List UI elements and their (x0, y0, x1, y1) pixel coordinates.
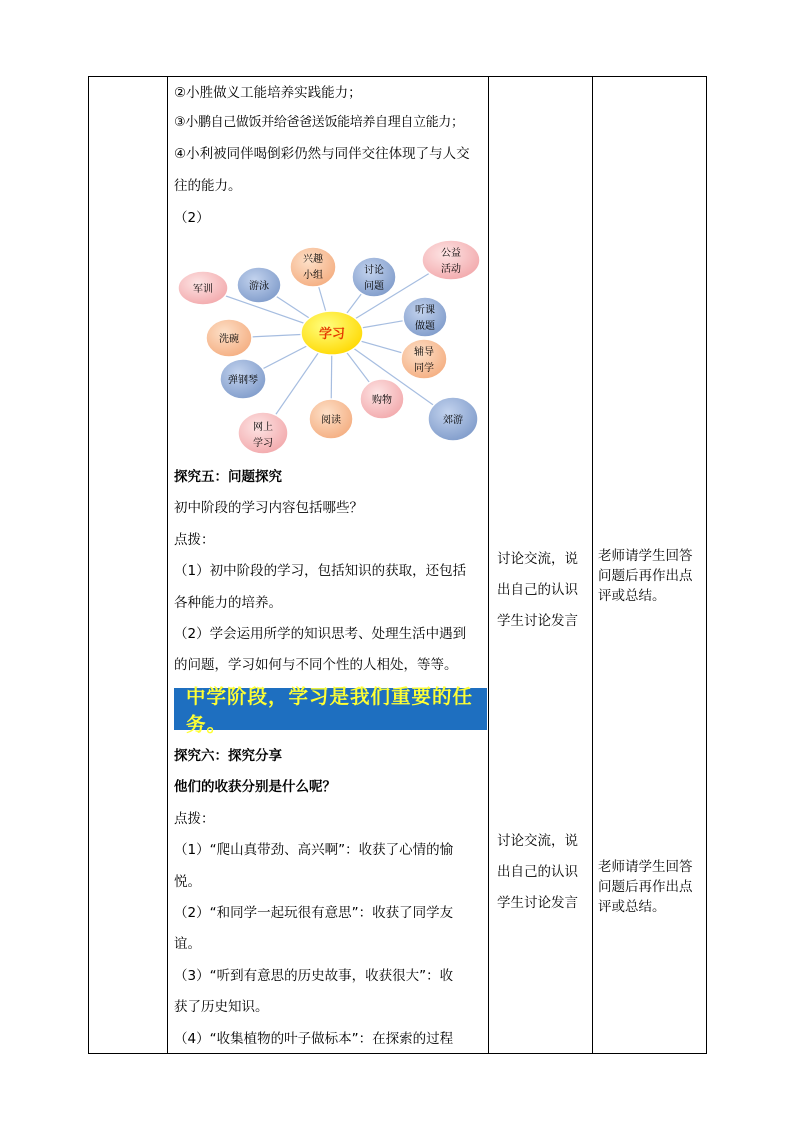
content-line: ③小鹏自己做饭并给爸爸送饭能培养自理自立能力； (174, 115, 464, 130)
mind-map-node-gangqin (220, 359, 266, 399)
hint-label: 点拨： (174, 532, 215, 548)
teacher-activity-line: 评或总结。 (598, 899, 666, 915)
table-border-left (88, 76, 89, 1054)
teacher-activity-line: 问题后再作出点 (598, 879, 693, 895)
svg-text:活动: 活动 (441, 264, 461, 275)
mind-map-node-yuedu (309, 399, 353, 439)
mind-map-node-gouwu (360, 379, 404, 419)
table-border-bottom (88, 1053, 707, 1054)
svg-text:辅导: 辅导 (414, 347, 434, 358)
student-activity-line: 出自己的认识 (497, 582, 578, 598)
content-line: 的问题，学习如何与不同个性的人相处，等等。 (174, 657, 458, 673)
teacher-activity-line: 问题后再作出点 (598, 568, 693, 584)
svg-text:网上: 网上 (253, 422, 273, 433)
content-line: （2）学会运用所学的知识思考、处理生活中遇到 (174, 626, 467, 642)
svg-text:学习: 学习 (318, 327, 346, 342)
student-activity-line: 学生讨论发言 (497, 895, 578, 911)
mind-map-node-fudao (401, 339, 447, 379)
mind-map-node-junxun (178, 271, 228, 305)
content-line: 往的能力。 (174, 178, 242, 194)
teacher-activity-line: 老师请学生回答 (598, 548, 693, 564)
svg-text:小组: 小组 (303, 270, 323, 281)
content-line: 获了历史知识。 (174, 999, 269, 1015)
teacher-activity-line: 评或总结。 (598, 588, 666, 604)
learning-mind-map (173, 237, 487, 457)
content-line: ②小胜做义工能培养实践能力； (174, 85, 362, 101)
section-heading: 探究五：问题探究 (174, 469, 282, 485)
question-text: 初中阶段的学习内容包括哪些？ (174, 500, 363, 516)
svg-text:问题: 问题 (364, 281, 384, 292)
mind-map-node-xiwan (206, 319, 252, 357)
banner-text: 中学阶段，学习是我们重要的任务。 (186, 685, 474, 736)
table-border-col3 (592, 76, 593, 1054)
svg-text:学习: 学习 (253, 438, 273, 449)
student-activity-line: 讨论交流，说 (497, 551, 578, 567)
key-point-banner (174, 685, 487, 736)
content-line: ④小利被同伴喝倒彩仍然与同伴交往体现了与人交 (174, 146, 470, 162)
svg-text:阅读: 阅读 (321, 415, 341, 426)
content-line: 谊。 (174, 936, 201, 952)
teacher-activity-line: 老师请学生回答 (598, 859, 693, 875)
svg-text:游泳: 游泳 (249, 281, 269, 292)
student-activity-line: 出自己的认识 (497, 864, 578, 880)
student-activity-line: 学生讨论发言 (497, 613, 578, 629)
content-line: （2）“和同学一起玩很有意思”：收获了同学友 (174, 905, 454, 921)
question-text: 他们的收获分别是什么呢？ (174, 779, 336, 795)
table-border-col1 (167, 76, 168, 1054)
svg-text:弹钢琴: 弹钢琴 (228, 375, 258, 386)
mind-map-node-youyong (237, 267, 281, 303)
svg-text:洗碗: 洗碗 (219, 334, 239, 345)
svg-text:公益: 公益 (441, 248, 461, 259)
section-heading: 探究六：探究分享 (174, 748, 282, 764)
table-border-right (706, 76, 707, 1054)
content-line: （1）“爬山真带劲、高兴啊”：收获了心情的愉 (174, 842, 454, 858)
mind-map-center-node (301, 311, 363, 355)
content-line: 悦。 (174, 874, 201, 890)
mind-map-node-jiaoyou (428, 397, 478, 441)
svg-text:军训: 军训 (193, 284, 213, 295)
content-line: （3）“听到有意思的历史故事，收获很大”：收 (174, 968, 454, 984)
mind-map-node-tingke (403, 297, 447, 337)
content-line: （1）初中阶段的学习，包括知识的获取，还包括 (174, 563, 467, 579)
svg-text:兴趣: 兴趣 (303, 254, 323, 265)
content-line: （4）“收集植物的叶子做标本”：在探索的过程 (174, 1031, 454, 1047)
student-activity-line: 讨论交流，说 (497, 833, 578, 849)
svg-text:同学: 同学 (414, 363, 434, 374)
svg-text:郊游: 郊游 (443, 415, 463, 426)
svg-text:做题: 做题 (415, 321, 435, 332)
part-label: （2） (174, 210, 210, 226)
hint-label: 点拨： (174, 811, 215, 827)
svg-text:购物: 购物 (372, 395, 392, 406)
svg-text:讨论: 讨论 (364, 265, 384, 276)
table-border-top (88, 76, 707, 77)
mind-map-node-taolun (352, 257, 396, 297)
mind-map-node-gongyi (422, 240, 480, 280)
table-border-col2 (488, 76, 489, 1054)
content-line: 各种能力的培养。 (174, 595, 282, 611)
svg-text:听课: 听课 (415, 305, 435, 316)
mind-map-node-xingqu (290, 247, 336, 287)
mind-map-node-wangshang (238, 412, 288, 454)
